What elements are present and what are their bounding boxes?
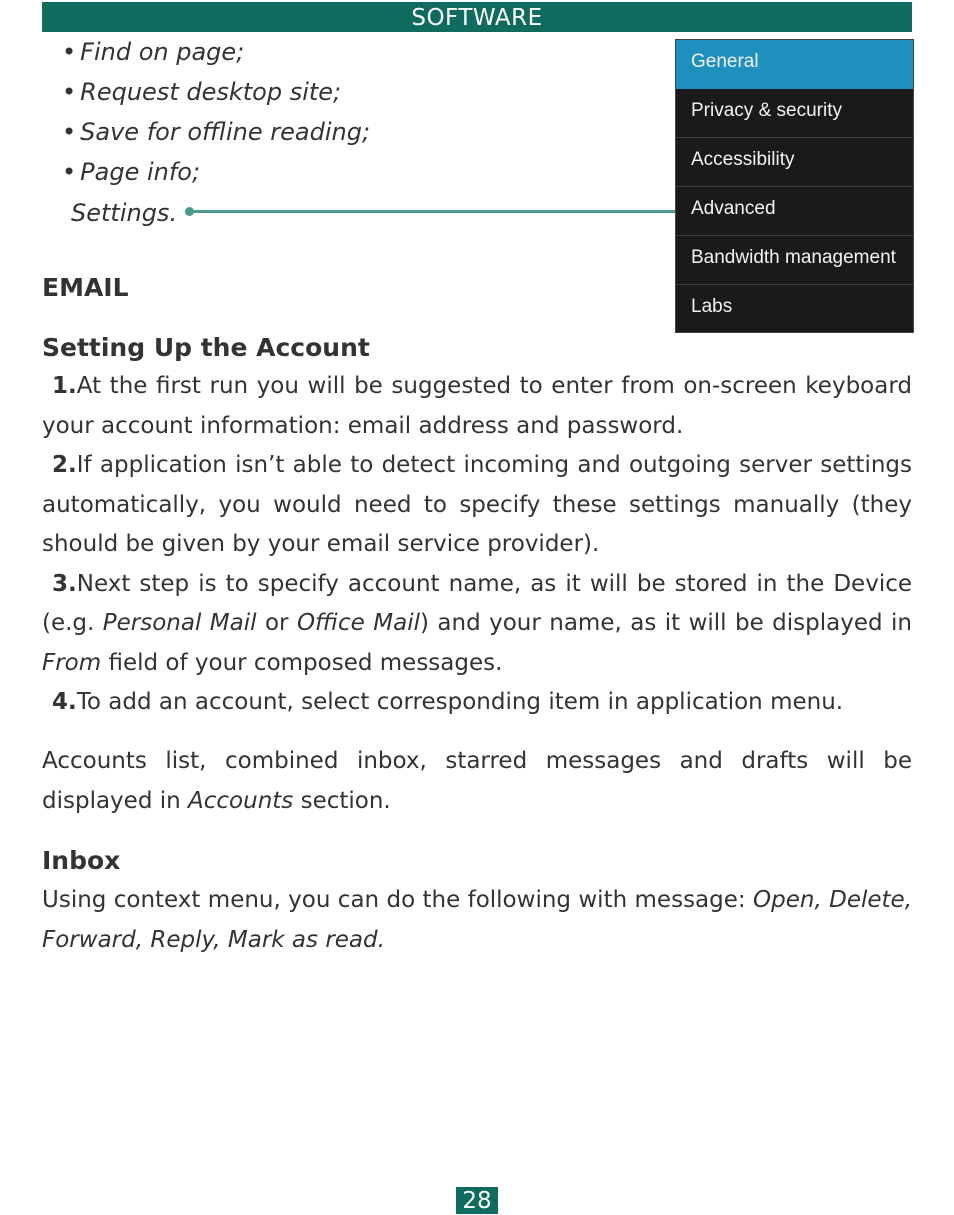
accounts-paragraph [42,742,912,821]
inbox-heading: Inbox [42,846,121,875]
list-item: • Page info; [62,158,201,186]
list-item: • Find on page; [62,38,245,66]
menu-item-general[interactable]: General [676,40,913,89]
paragraph-text-italic: Accounts [188,787,294,814]
menu-item-privacy-security[interactable]: Privacy & security [676,89,913,138]
step-number: 3. [52,570,77,597]
step-text: At the first run you will be suggested to enter from on-screen keyboard your account information: email address and password. [42,373,912,439]
bullet-text: Save for offline reading; [80,118,371,146]
menu-item-accessibility[interactable]: Accessibility [676,138,913,187]
step-3 [42,565,912,684]
step-text: Next step is to specify account name, as it will be stored in the Device (e.g. [42,570,912,636]
settings-menu [675,39,914,333]
step-text: field of your composed messages. [101,649,503,676]
paragraph-text: section. [293,787,391,814]
step-text-italic: Office Mail [296,610,420,636]
step-text: To add an account, select corresponding item in application menu. [76,689,844,715]
settings-label: Settings. [71,199,178,227]
step-2 [42,446,912,565]
step-text: If application isn’t able to detect incoming and outgoing server settings automatically, you would need to specify these settings manually (they should be given by your email service provider). [42,452,912,557]
setup-steps [42,367,912,723]
step-text-italic: Personal Mail [102,610,257,636]
paragraph-text: Using context menu, you can do the following with message: [42,887,754,913]
menu-item-bandwidth-management[interactable]: Bandwidth management [676,236,913,285]
callout-line [192,210,676,213]
menu-option-list [62,32,370,192]
inbox-paragraph [42,881,912,960]
email-heading: EMAIL [42,273,129,302]
list-item: • Save for offline reading; [62,118,371,146]
step-text-italic: From [42,649,102,676]
list-item: • Request desktop site; [62,78,342,106]
bullet-text: Find on page; [80,38,245,66]
bullet-text: Request desktop site; [80,78,342,106]
step-number: 4. [52,689,77,715]
section-header: SOFTWARE [42,2,912,32]
bullet-text: Page info; [80,158,201,186]
step-text: or [256,610,297,636]
step-4 [42,683,912,723]
step-number: 2. [52,452,77,478]
menu-item-labs[interactable]: Labs [691,296,733,317]
paragraph-text-italic: Open, Delete, Forward, Reply, Mark as read. [42,887,912,953]
menu-item-advanced[interactable]: Advanced [676,187,913,236]
step-1 [42,367,912,446]
page-number: 28 [456,1187,498,1214]
paragraph-text: Accounts list, combined inbox, starred messages and drafts will be displayed in [42,748,912,814]
account-setup-heading: Setting Up the Account [42,333,370,362]
step-number: 1. [52,373,77,399]
step-text: ) and your name, as it will be displayed in [419,610,912,636]
